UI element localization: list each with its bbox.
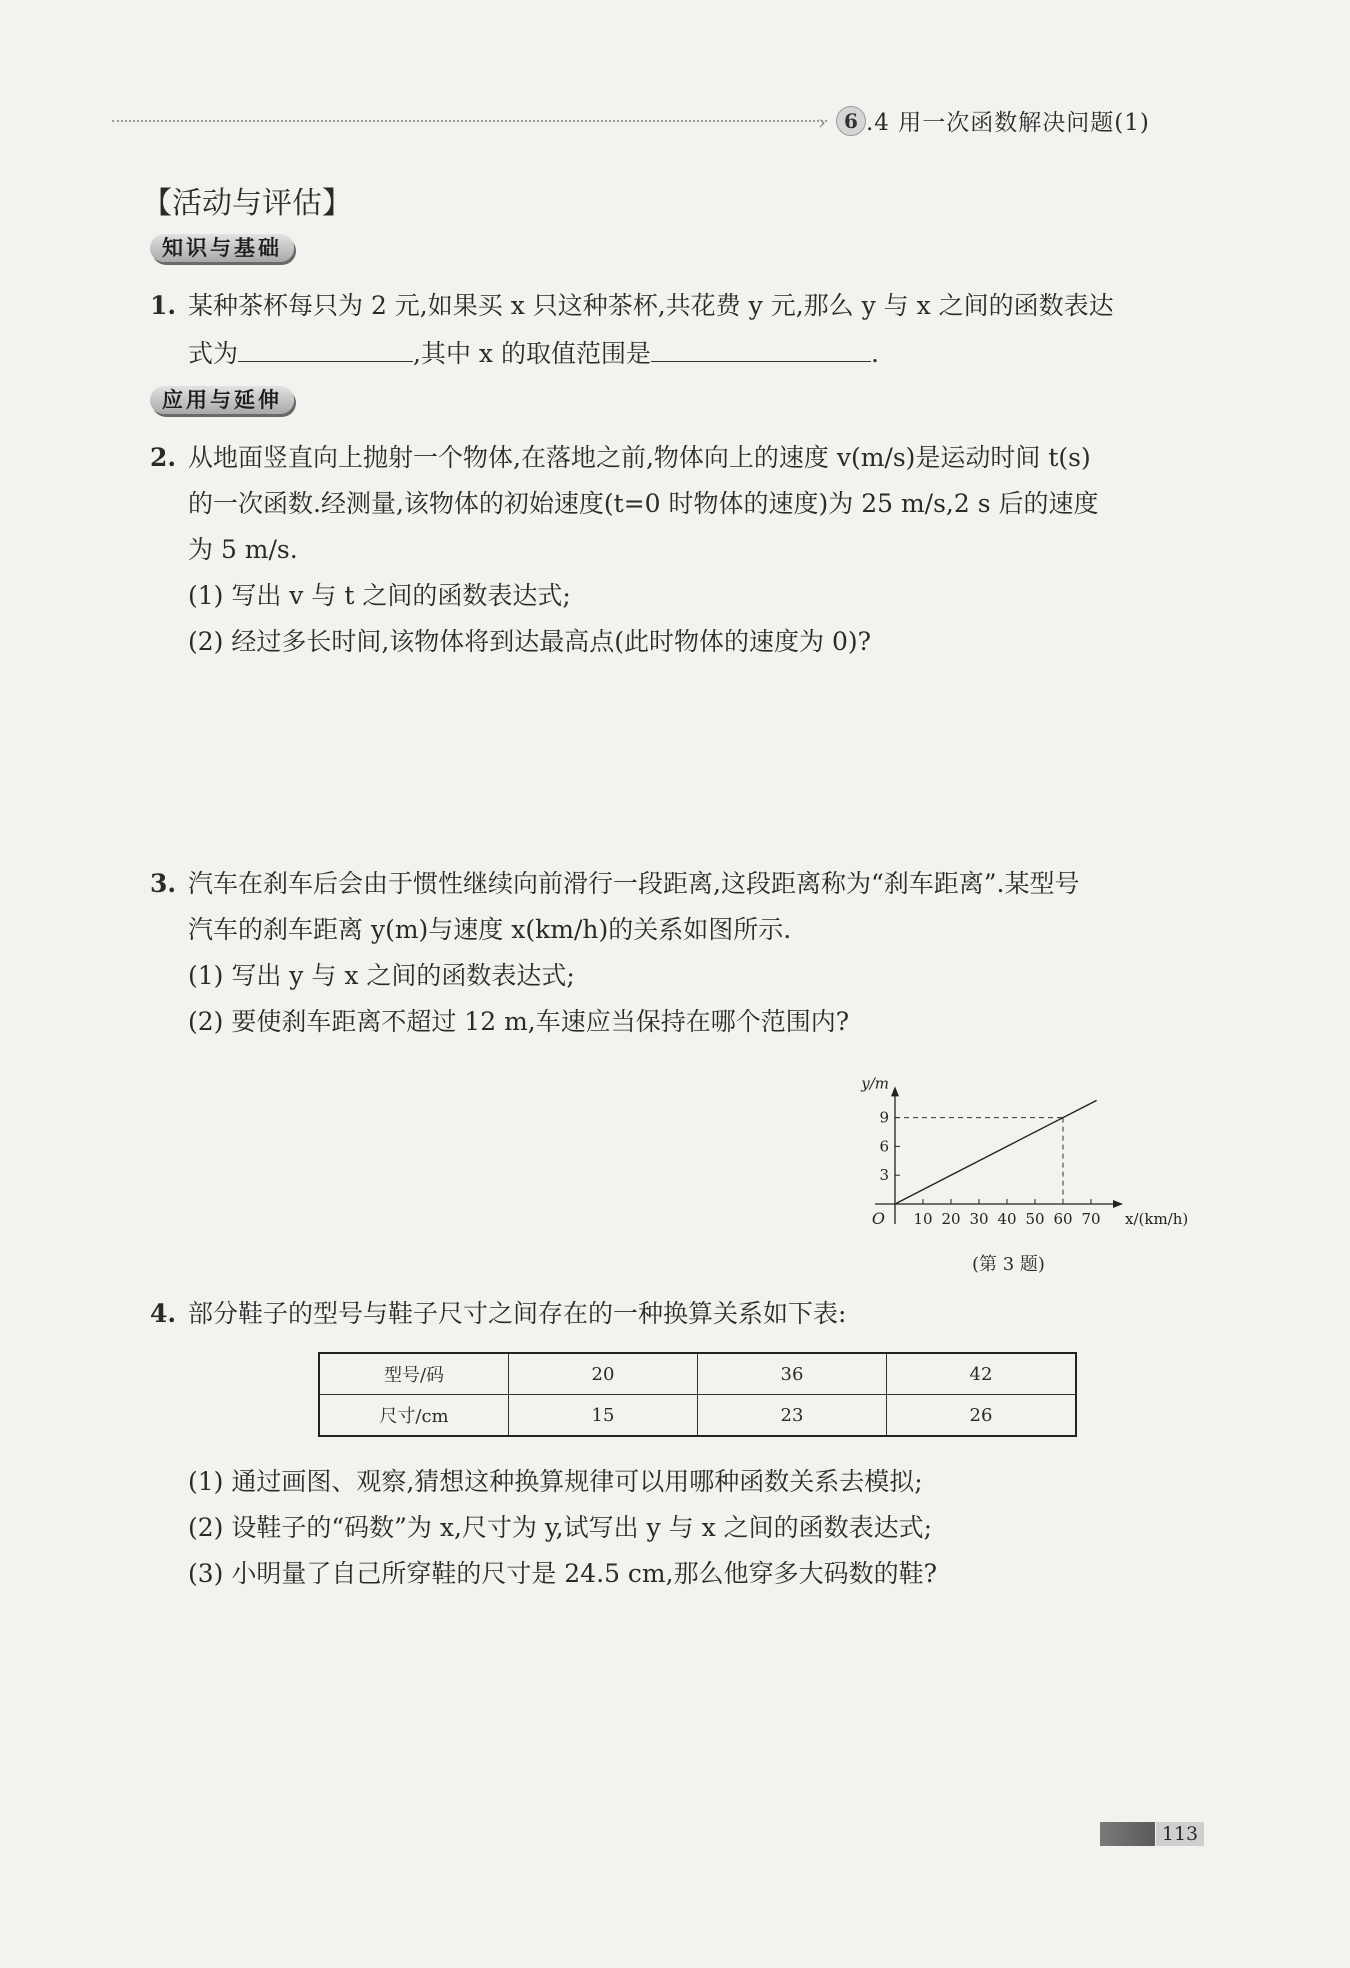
q3-number: 3. [150, 869, 177, 898]
q1-text-a: 式为 [188, 339, 239, 368]
table-cell: 23 [698, 1395, 887, 1437]
x-tick-label: 20 [941, 1210, 961, 1228]
q1-blank-range[interactable] [651, 337, 871, 362]
q1-line1: 某种茶杯每只为 2 元,如果买 x 只这种茶杯,共花费 y 元,那么 y 与 x 之间的函数表达 [188, 291, 1114, 320]
q1-number: 1. [150, 291, 177, 320]
x-axis-label: x/(km/h) [1125, 1210, 1189, 1228]
q1-line2 [188, 336, 879, 372]
series-line [895, 1100, 1097, 1204]
section-heading: .4 用一次函数解决问题(1) [866, 110, 1150, 136]
header-arrow-icon: › [818, 110, 826, 134]
x-tick-label: 70 [1081, 1210, 1101, 1228]
table-cell: 20 [509, 1353, 698, 1395]
q4-number: 4. [150, 1299, 177, 1328]
q4-sub2: (2) 设鞋子的“码数”为 x,尺寸为 y,试写出 y 与 x 之间的函数表达式; [188, 1513, 933, 1542]
y-tick-label: 3 [879, 1166, 889, 1185]
table-cell: 15 [509, 1395, 698, 1437]
chapter-number-badge: 6 [836, 106, 866, 136]
page-number-bar [1100, 1822, 1155, 1846]
q2-line3: 为 5 m/s. [188, 535, 298, 564]
q3-sub1: (1) 写出 y 与 x 之间的函数表达式; [188, 961, 575, 990]
y-tick-label: 6 [879, 1137, 889, 1156]
table-row [319, 1353, 1076, 1395]
x-axis-arrow-icon [1113, 1200, 1123, 1208]
x-tick-label: 50 [1025, 1210, 1045, 1228]
q2-sub1: (1) 写出 v 与 t 之间的函数表达式; [188, 581, 571, 610]
y-tick-label: 9 [879, 1108, 889, 1127]
section-title: 【活动与评估】 [142, 186, 352, 221]
q1-blank-expression[interactable] [238, 337, 413, 362]
table-row [319, 1395, 1076, 1437]
table-cell: 尺寸/cm [319, 1395, 509, 1437]
header-rule [112, 120, 827, 122]
q2-number: 2. [150, 443, 177, 472]
y-axis-label: y/m [861, 1074, 889, 1093]
badge-application: 应用与延伸 [150, 386, 294, 414]
badge-basics: 知识与基础 [150, 234, 294, 262]
braking-distance-chart [850, 1052, 1190, 1242]
page-number: 113 [1156, 1822, 1204, 1846]
q1-text-c: . [870, 339, 879, 368]
shoe-size-table [318, 1352, 1077, 1437]
q3-line2: 汽车的刹车距离 y(m)与速度 x(km/h)的关系如图所示. [188, 915, 792, 944]
table-cell: 26 [887, 1395, 1077, 1437]
table-cell: 36 [698, 1353, 887, 1395]
table-cell: 42 [887, 1353, 1077, 1395]
q4-line1: 部分鞋子的型号与鞋子尺寸之间存在的一种换算关系如下表: [188, 1299, 847, 1328]
q3-sub2: (2) 要使刹车距离不超过 12 m,车速应当保持在哪个范围内? [188, 1007, 850, 1036]
x-tick-label: 10 [913, 1210, 933, 1228]
q1-text-b: ,其中 x 的取值范围是 [413, 339, 651, 368]
q4-sub1: (1) 通过画图、观察,猜想这种换算规律可以用哪种函数关系去模拟; [188, 1467, 923, 1496]
x-tick-label: 40 [997, 1210, 1017, 1228]
q4-sub3: (3) 小明量了自己所穿鞋的尺寸是 24.5 cm,那么他穿多大码数的鞋? [188, 1559, 937, 1588]
q3-figure-caption: (第 3 题) [972, 1254, 1045, 1275]
origin-label: O [871, 1209, 885, 1228]
x-tick-label: 60 [1053, 1210, 1073, 1228]
x-tick-label: 30 [969, 1210, 989, 1228]
q3-line1: 汽车在刹车后会由于惯性继续向前滑行一段距离,这段距离称为“刹车距离”.某型号 [188, 869, 1080, 898]
y-axis-arrow-icon [891, 1086, 899, 1096]
q2-line1: 从地面竖直向上抛射一个物体,在落地之前,物体向上的速度 v(m/s)是运动时间 t(s) [188, 443, 1091, 472]
q2-sub2: (2) 经过多长时间,该物体将到达最高点(此时物体的速度为 0)? [188, 627, 872, 656]
q2-line2: 的一次函数.经测量,该物体的初始速度(t=0 时物体的速度)为 25 m/s,2 s 后的速度 [188, 489, 1099, 518]
table-cell: 型号/码 [319, 1353, 509, 1395]
